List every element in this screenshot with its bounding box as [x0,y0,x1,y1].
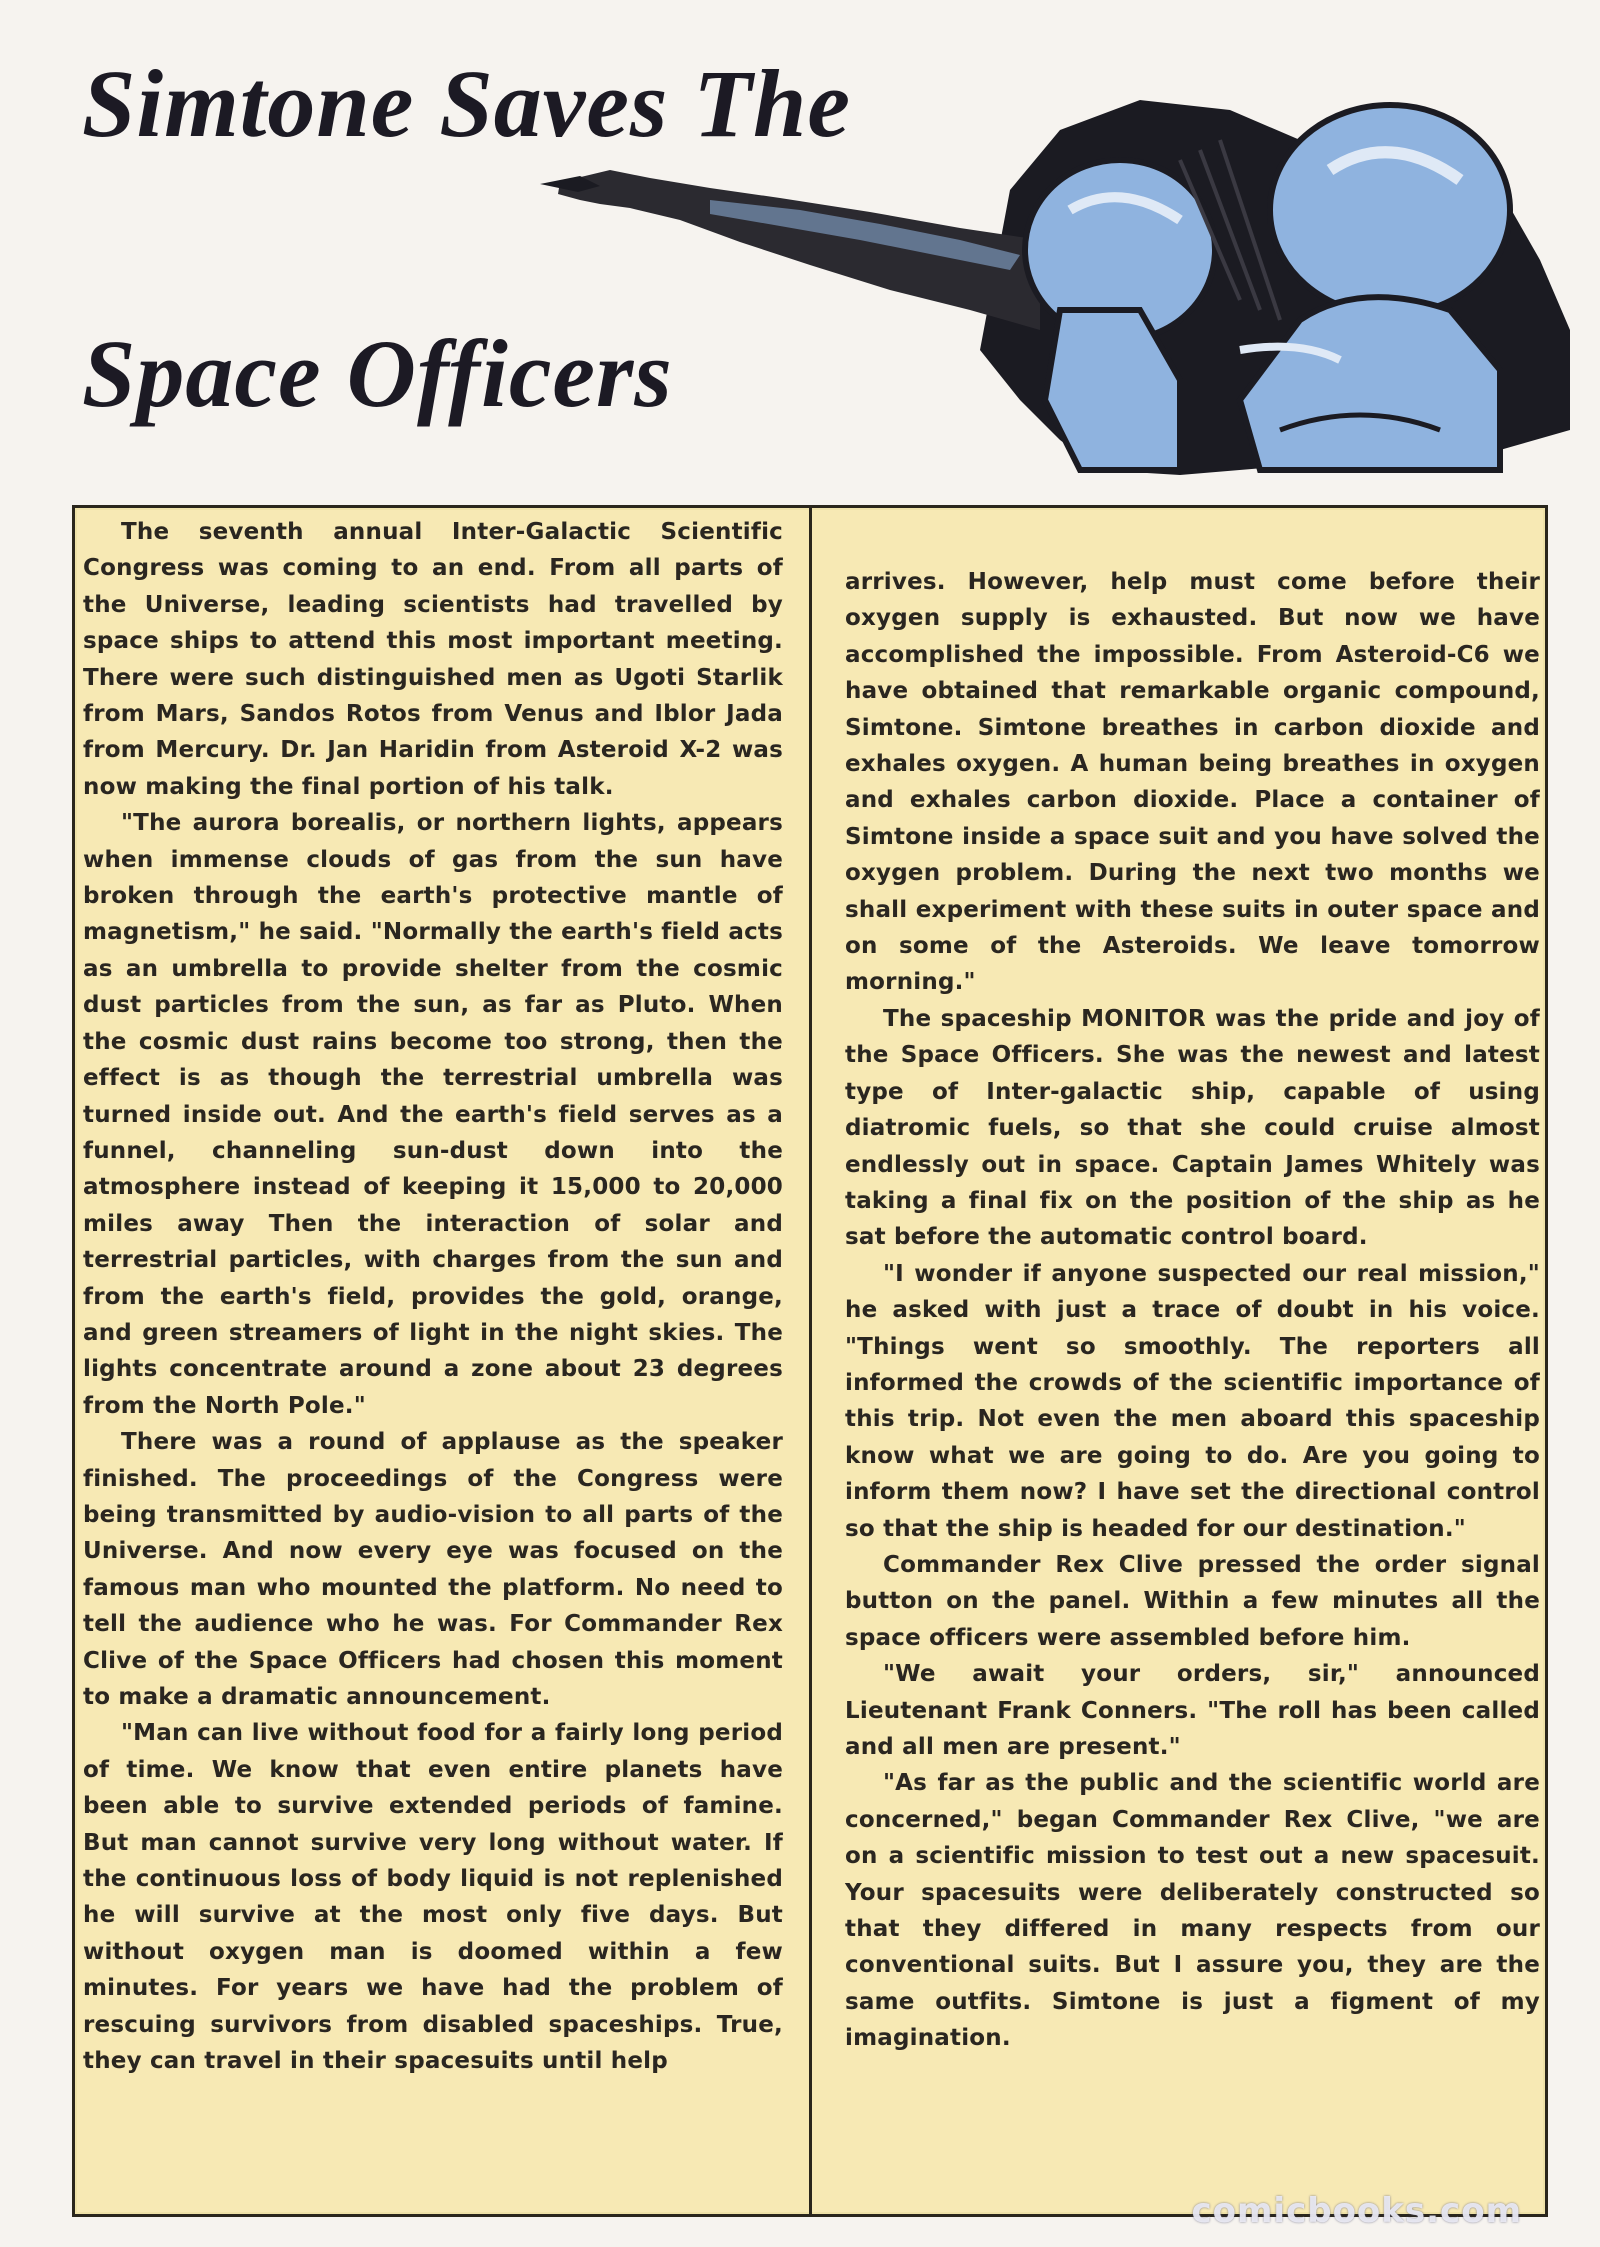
paragraph: arrives. However, help must come before their oxygen supply is exhausted. But now we have accomplished the impossible. From Asteroid-C6 we have obtained that remarkable organic compound, Simtone. Simtone breathes in carbon dioxide and exhales oxygen. A human being breathes in oxygen and exhales carbon dioxide. Place a container of Simtone inside a space suit and you have solved the oxygen problem. During the next two months we shall experiment with these suits in outer space and on some of the Asteroids. We leave tomorrow morning." [845,569,1540,996]
title-line-2: Space Officers [82,320,673,427]
paragraph: "The aurora borealis, or northern lights, appears when immense clouds of gas from the sun have broken through the earth's protective mantle of magnetism," he said. "Normally the earth's field acts as an umbrella to provide shelter from the cosmic dust particles from the sun, as far as Pluto. When the cosmic dust rains become too strong, then the effect is as though the terrestrial umbrella was turned inside out. And the earth's field serves as a funnel, channeling sun-dust down into the atmosphere instead of keeping it 15,000 to 20,000 miles away Then the interaction of solar and terrestrial particles, with charges from the sun and from the earth's field, provides the gold, orange, and green streamers of light in the night skies. The lights concentrate around a zone about 23 degrees from the North Pole." [83,810,783,1419]
article-column-right [845,508,1540,2214]
paragraph: The seventh annual Inter-Galactic Scientific Congress was coming to an end. From all parts of the Universe, leading scientists had travelled by space ships to attend this most important meeting. There were such distinguished men as Ugoti Starlik from Mars, Sandos Rotos from Venus and Iblor Jada from Mercury. Dr. Jan Haridin from Asteroid X-2 was now making the final portion of his talk. [83,519,783,800]
paragraph: "Man can live without food for a fairly long period of time. We know that even entire planets have been able to survive extended periods of famine. But man cannot survive very long without water. If the continuous loss of body liquid is not replenished he will survive at the most only five days. But without oxygen man is doomed within a few minutes. For years we have had the problem of rescuing survivors from disabled spaceships. True, they can travel in their spacesuits until help [83,1720,783,2075]
article-column-left [83,508,783,2214]
watermark: comicbooks.com [1191,2191,1522,2231]
title-line-1: Simtone Saves The [82,50,852,157]
paragraph: There was a round of applause as the speaker finished. The proceedings of the Congress were being transmitted by audio-vision to all parts of the Universe. And now every eye was focused on the famous man who mounted the platform. No need to tell the audience who he was. For Commander Rex Clive of the Space Officers had chosen this moment to make a dramatic announcement. [83,1429,783,1710]
space-officers-illustration [540,100,1570,480]
paragraph: "We await your orders, sir," announced Lieutenant Frank Conners. "The roll has been called and all men are present." [845,1661,1540,1760]
paragraph: The spaceship MONITOR was the pride and joy of the Space Officers. She was the newest and latest type of Inter-galactic ship, capable of using diatromic fuels, so that she could cruise almost endlessly out in space. Captain James Whitely was taking a final fix on the position of the ship as he sat before the automatic control board. [845,1005,1540,1251]
paragraph: "I wonder if anyone suspected our real mission," he asked with just a trace of doubt in his voice. "Things went so smoothly. The reporters all informed the crowds of the scientific importance of this trip. Not even the men aboard this spaceship know what we are going to do. Are you going to inform them now? I have set the directional control so that the ship is headed for our destination." [845,1260,1540,1542]
helmet-right [1270,105,1510,315]
paragraph: Commander Rex Clive pressed the order signal button on the panel. Within a few minutes all the space officers were assembled before him. [845,1551,1540,1651]
column-divider [809,508,812,2214]
paragraph: "As far as the public and the scientific world are concerned," began Commander Rex Clive, "we are on a scientific mission to test out a new spacesuit. Your spacesuits were deliberately constructed so that they differed in many respects from our conventional suits. But I assure you, they are the same outfits. Simtone is just a figment of my imagination. [845,1770,1540,2052]
article-panel [72,505,1548,2217]
